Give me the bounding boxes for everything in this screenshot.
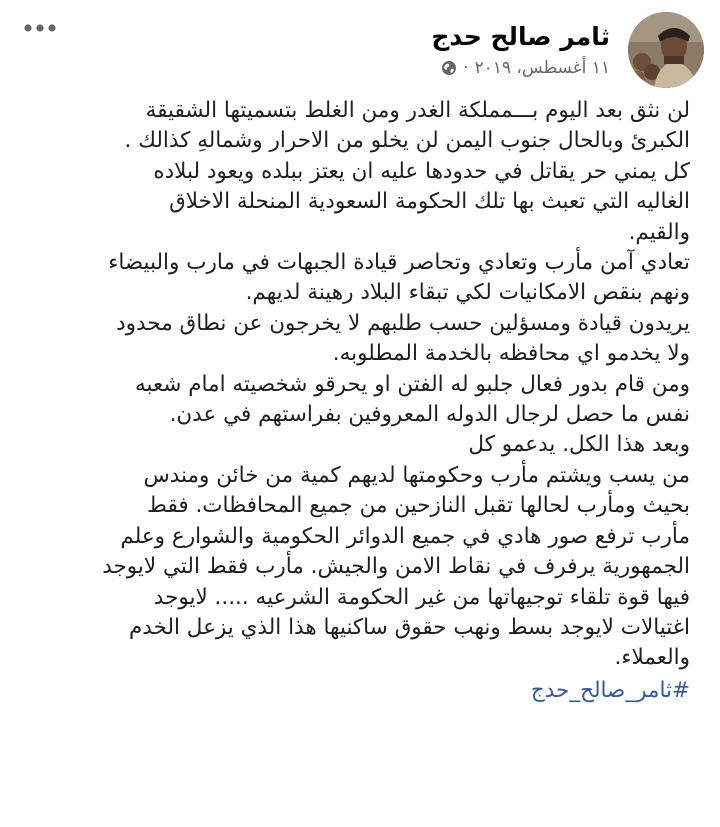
post-line: ومن قام بدور فعال جلبو له الفتن او يحرقو شخصيته امام شعبه	[134, 371, 690, 397]
post-line: مأرب ترفع صور هادي في جميع الدوائر الحكومية والشوارع وعلم	[120, 523, 690, 549]
post-line: فيها قوة تلقاء توجيهاتها من غير الحكومة الشرعيه ..... لايوجد	[153, 584, 690, 610]
post-meta	[431, 58, 610, 78]
post-line: الكبرئ وبالحال جنوب اليمن لن يخلو من الاحرار وشمالهِ كذالك .	[124, 128, 690, 154]
avatar-photo	[628, 12, 704, 88]
post-text	[20, 96, 690, 706]
post-line: كل يمني حر يقاتل في حدودها عليه ان يعتز ببلده ويعود لبلاده	[153, 158, 690, 184]
meta-separator: ·	[463, 58, 469, 78]
post-line: ولا يخدمو اي محافظه بالخدمة المطلوبه.	[332, 341, 690, 367]
hashtag-link[interactable]: #ثامر_صالح_حدج	[530, 677, 690, 703]
post-line: ونهم بنقص الامكانيات لكي تبقاء البلاد رهينة لديهم.	[245, 280, 690, 306]
post-line: تعادي آمن مأرب وتعادي وتحاصر قيادة الجبهات في مارب والبيضاء	[108, 250, 690, 276]
post-line: بحيث ومأرب لحالها تقبل النازحين من جميع المحافظات. فقط	[147, 493, 690, 519]
post-line: نفس ما حصل لرجال الدوله المعروفين بفراستهم في عدن.	[169, 402, 690, 428]
author-name[interactable]: ثامر صالح حدج	[431, 22, 610, 51]
author-block	[431, 20, 610, 78]
post-line: من يسب ويشتم مأرب وحكومتها لديهم كمية من خائن ومندس	[143, 462, 690, 488]
post-line: وبعد هذا الكل. يدعمو كل	[468, 432, 690, 458]
post-header	[16, 12, 704, 92]
globe-icon[interactable]	[441, 60, 457, 76]
post-line: اغتيالات لايوجد بسط ونهب حقوق ساكنيها هذا الذي يزعل الخدم	[128, 614, 690, 640]
post-line: الجمهورية يرفرف في نقاط الامن والجيش. مأرب فقط التي لايوجد	[102, 554, 690, 580]
post-timestamp[interactable]: ١١ أغسطس، ٢٠١٩	[474, 58, 610, 78]
post-line: يريدون قيادة ومسؤلين حسب طلبهم لا يخرجون عن نطاق محدود	[116, 310, 690, 336]
author-avatar[interactable]	[628, 12, 704, 88]
post-line: لن نثق بعد اليوم بـــمملكة الغدر ومن الغلط بتسميتها الشقيقة	[145, 98, 690, 123]
post-line: والقيم.	[628, 219, 690, 245]
post-line: والعملاء.	[614, 645, 690, 671]
post-line: الغاليه التي تعبث بها تلك الحكومة السعودية المنحلة الاخلاق	[169, 189, 690, 215]
more-options-icon[interactable]	[20, 20, 60, 44]
